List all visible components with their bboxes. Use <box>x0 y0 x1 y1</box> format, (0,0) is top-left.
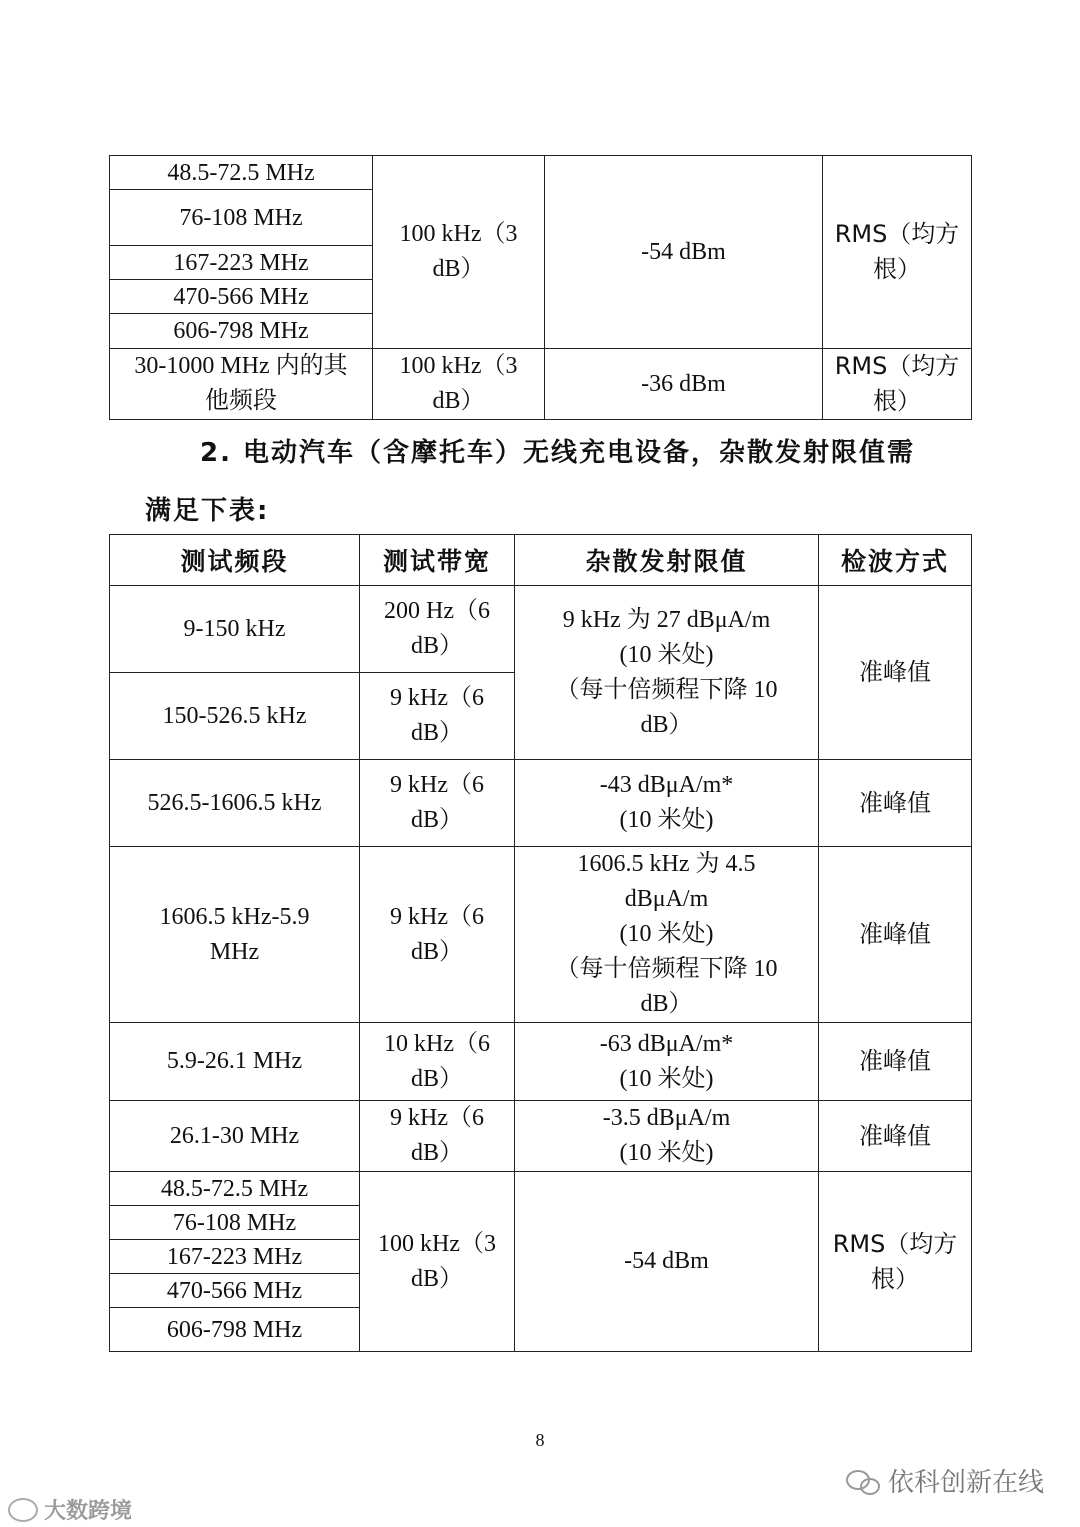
bandwidth-cell: 200 Hz（6 dB） <box>360 586 515 673</box>
column-header: 杂散发射限值 <box>515 535 819 586</box>
bandwidth-cell: 9 kHz（6 dB） <box>360 760 515 847</box>
detector-cell: 准峰值 <box>819 760 972 847</box>
detector-cell: 准峰值 <box>819 847 972 1023</box>
bandwidth-cell: 100 kHz（3 dB） <box>373 156 545 349</box>
detector-cell: RMS（均方 根） <box>819 1172 972 1352</box>
detector-cell: 准峰值 <box>819 1101 972 1172</box>
detector-cell: RMS（均方 根） <box>823 349 972 420</box>
freq-cell: 48.5-72.5 MHz <box>110 1172 360 1206</box>
column-header: 测试带宽 <box>360 535 515 586</box>
limits-table <box>109 534 972 1352</box>
watermark-weibo <box>8 1494 132 1525</box>
watermark-wechat <box>846 1462 1044 1499</box>
freq-cell: 76-108 MHz <box>110 190 373 246</box>
weibo-icon <box>8 1498 38 1522</box>
bandwidth-cell: 100 kHz（3 dB） <box>373 349 545 420</box>
table-row <box>110 156 972 190</box>
freq-cell: 150-526.5 kHz <box>110 673 360 760</box>
freq-cell: 167-223 MHz <box>110 1240 360 1274</box>
freq-cell: 26.1-30 MHz <box>110 1101 360 1172</box>
detector-cell: RMS（均方 根） <box>823 156 972 349</box>
table-header-row <box>110 535 972 586</box>
page-number: 8 <box>535 1430 545 1450</box>
bandwidth-cell: 10 kHz（6 dB） <box>360 1023 515 1101</box>
freq-cell: 5.9-26.1 MHz <box>110 1023 360 1101</box>
limit-cell: -36 dBm <box>545 349 823 420</box>
section-heading-continued: 满足下表: <box>145 496 270 526</box>
limit-cell: -3.5 dBμA/m (10 米处) <box>515 1101 819 1172</box>
table-row <box>110 760 972 847</box>
freq-cell: 9-150 kHz <box>110 586 360 673</box>
bandwidth-cell: 9 kHz（6 dB） <box>360 1101 515 1172</box>
limit-cell: 9 kHz 为 27 dBμA/m (10 米处) （每十倍频程下降 10 dB） <box>515 586 819 760</box>
wechat-icon <box>846 1468 880 1494</box>
limit-cell: -54 dBm <box>545 156 823 349</box>
limit-cell: 1606.5 kHz 为 4.5 dBμA/m (10 米处) （每十倍频程下降 10 dB） <box>515 847 819 1023</box>
bandwidth-cell: 9 kHz（6 dB） <box>360 673 515 760</box>
limit-cell: -63 dBμA/m* (10 米处) <box>515 1023 819 1101</box>
freq-cell: 1606.5 kHz-5.9 MHz <box>110 847 360 1023</box>
table-row <box>110 1172 972 1206</box>
freq-cell: 30-1000 MHz 内的其 他频段 <box>110 349 373 420</box>
freq-cell: 167-223 MHz <box>110 246 373 280</box>
table-continued <box>109 155 972 420</box>
freq-cell: 606-798 MHz <box>110 1308 360 1352</box>
detector-cell: 准峰值 <box>819 1023 972 1101</box>
table-row <box>110 586 972 673</box>
table-row <box>110 847 972 1023</box>
detector-cell: 准峰值 <box>819 586 972 760</box>
table-row <box>110 349 972 420</box>
column-header: 测试频段 <box>110 535 360 586</box>
freq-cell: 526.5-1606.5 kHz <box>110 760 360 847</box>
column-header: 检波方式 <box>819 535 972 586</box>
freq-cell: 470-566 MHz <box>110 1274 360 1308</box>
freq-cell: 76-108 MHz <box>110 1206 360 1240</box>
table-row <box>110 1023 972 1101</box>
bandwidth-cell: 100 kHz（3 dB） <box>360 1172 515 1352</box>
section-heading: 2. 电动汽车（含摩托车）无线充电设备，杂散发射限值需 <box>200 438 916 468</box>
table-row <box>110 1101 972 1172</box>
limit-cell: -43 dBμA/m* (10 米处) <box>515 760 819 847</box>
freq-cell: 470-566 MHz <box>110 280 373 314</box>
watermark-text: 大数跨境 <box>44 1499 133 1524</box>
freq-cell: 606-798 MHz <box>110 314 373 349</box>
freq-cell: 48.5-72.5 MHz <box>110 156 373 190</box>
watermark-text: 依科创新在线 <box>887 1468 1044 1498</box>
bandwidth-cell: 9 kHz（6 dB） <box>360 847 515 1023</box>
limit-cell: -54 dBm <box>515 1172 819 1352</box>
